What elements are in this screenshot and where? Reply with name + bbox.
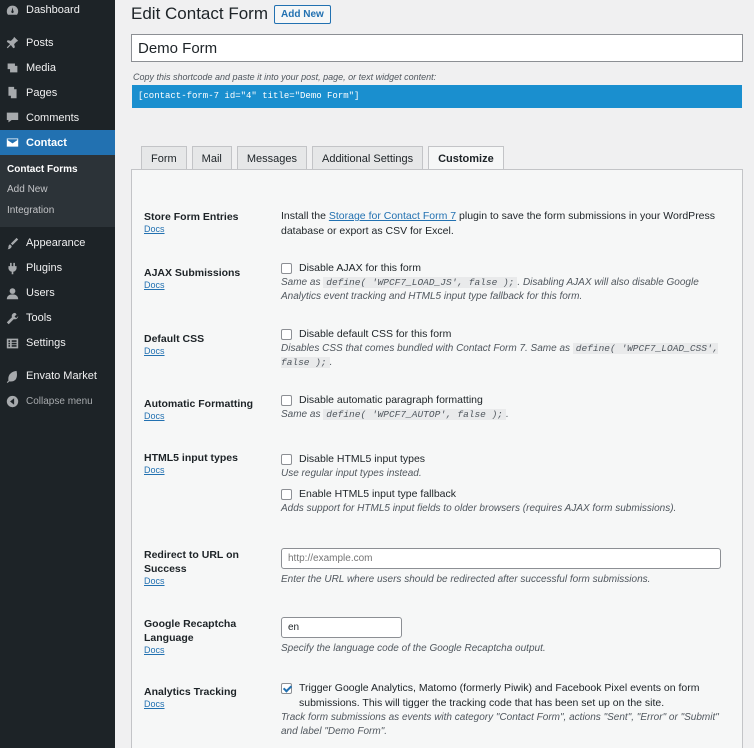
- comment-icon: [6, 111, 19, 124]
- tab-messages[interactable]: Messages: [237, 146, 307, 170]
- recaptcha-content: [281, 617, 721, 656]
- docs-link[interactable]: Docs: [144, 699, 165, 709]
- row-title: Google Recaptcha Language: [144, 618, 237, 644]
- description: Track form submissions as events with category "Contact Form", actions "Sent", "Error" or "Submit" and label "Demo Form".: [281, 712, 719, 737]
- docs-link[interactable]: Docs: [144, 645, 165, 655]
- row-title: AJAX Submissions: [144, 267, 241, 279]
- disable-ajax-checkbox[interactable]: [281, 263, 292, 274]
- text: Install the: [281, 210, 329, 222]
- disable-autop-checkbox[interactable]: [281, 395, 292, 406]
- docs-link[interactable]: Docs: [144, 411, 165, 421]
- row-title: Default CSS: [144, 333, 205, 345]
- code-snippet: define( 'WPCF7_LOAD_CSS', false );: [281, 343, 719, 368]
- recaptcha-language-input[interactable]: [281, 617, 402, 638]
- disable-css-checkbox[interactable]: [281, 329, 292, 340]
- dashboard-icon: [6, 4, 19, 17]
- checkbox-label: Enable HTML5 input type fallback: [299, 488, 457, 500]
- html5-content: [281, 452, 721, 516]
- text: Disables CSS that comes bundled with Contact Form 7. Same as: [281, 343, 573, 354]
- store-entries-label: [144, 210, 239, 235]
- row-title: Analytics Tracking: [144, 686, 237, 698]
- ajax-label: [144, 266, 240, 291]
- autop-content: [281, 393, 721, 422]
- page-heading: [131, 4, 331, 24]
- menu-label: Settings: [26, 337, 66, 349]
- row-title: HTML5 input types: [144, 452, 238, 464]
- description: Specify the language code of the Google Recaptcha output.: [281, 643, 546, 654]
- text: .: [329, 357, 333, 368]
- docs-link[interactable]: Docs: [144, 224, 165, 234]
- customize-panel: [131, 169, 743, 748]
- tab-mail[interactable]: Mail: [192, 146, 232, 170]
- row-title: Redirect to URL on Success: [144, 549, 239, 575]
- admin-sidebar: [0, 0, 115, 748]
- code-snippet: define( 'WPCF7_AUTOP', false );: [323, 409, 506, 420]
- store-entries-content: [281, 209, 721, 239]
- description: Use regular input types instead.: [281, 468, 422, 479]
- storage-plugin-link[interactable]: Storage for Contact Form 7: [328, 210, 457, 222]
- submenu-integration[interactable]: Integration: [7, 204, 55, 216]
- brush-icon: [6, 237, 19, 250]
- row-title: Store Form Entries: [144, 211, 239, 223]
- pin-icon: [6, 36, 19, 49]
- description: Enter the URL where users should be redirected after successful form submissions.: [281, 574, 651, 585]
- checkbox-label: Disable automatic paragraph formatting: [299, 394, 483, 406]
- ajax-content: [281, 261, 721, 304]
- menu-tools[interactable]: [0, 306, 115, 331]
- envelope-icon: [6, 136, 19, 149]
- menu-label: Plugins: [26, 262, 63, 274]
- text: . Disabling AJAX will also disable Google Analytics event tracking and HTML5 input type fallback for this form.: [281, 277, 699, 302]
- menu-label: Appearance: [26, 237, 86, 249]
- html5-fallback-checkbox[interactable]: [281, 489, 292, 500]
- menu-label: Envato Market: [26, 370, 97, 382]
- docs-link[interactable]: Docs: [144, 576, 165, 586]
- menu-contact[interactable]: [0, 130, 115, 155]
- editor-tabs: [141, 146, 509, 170]
- menu-label: Tools: [26, 312, 52, 324]
- menu-label: Comments: [26, 111, 80, 124]
- settings-icon: [6, 337, 19, 350]
- checkbox-label: Disable AJAX for this form: [299, 262, 421, 274]
- text: Same as: [281, 409, 324, 420]
- checkbox-label: Disable HTML5 input types: [299, 453, 426, 465]
- menu-dashboard[interactable]: [0, 0, 115, 20]
- autop-label: [144, 397, 253, 422]
- menu-posts[interactable]: [0, 30, 115, 55]
- tab-additional-settings[interactable]: Additional Settings: [312, 146, 423, 170]
- menu-label: Users: [26, 287, 55, 299]
- collapse-icon: [6, 395, 19, 408]
- menu-comments[interactable]: [0, 105, 115, 130]
- menu-appearance[interactable]: [0, 231, 115, 256]
- menu-label: Posts: [26, 36, 54, 49]
- text: .: [505, 409, 509, 420]
- analytics-content: [281, 681, 721, 739]
- add-new-button[interactable]: Add New: [274, 5, 331, 24]
- redirect-url-input[interactable]: [281, 548, 721, 569]
- wrench-icon: [6, 312, 19, 325]
- tab-customize[interactable]: Customize: [428, 146, 504, 170]
- code-snippet: define( 'WPCF7_LOAD_JS', false );: [323, 277, 517, 288]
- menu-label: Pages: [26, 86, 58, 99]
- menu-envato-market[interactable]: [0, 364, 115, 389]
- menu-settings[interactable]: [0, 331, 115, 356]
- html5-label: [144, 451, 238, 476]
- user-icon: [6, 287, 19, 300]
- menu-users[interactable]: [0, 281, 115, 306]
- analytics-label: [144, 685, 237, 710]
- row-title: Automatic Formatting: [144, 398, 254, 410]
- shortcode-box[interactable]: [contact-form-7 id="4" title="Demo Form"]: [132, 85, 742, 108]
- menu-pages[interactable]: [0, 80, 115, 105]
- redirect-label: [144, 548, 254, 587]
- submenu-add-new[interactable]: Add New: [7, 184, 48, 196]
- form-title-input[interactable]: [131, 34, 743, 62]
- pages-icon: [6, 86, 19, 99]
- menu-plugins[interactable]: [0, 256, 115, 281]
- description: Adds support for HTML5 input fields to older browsers (requires AJAX form submissions).: [281, 503, 677, 514]
- default-css-content: [281, 327, 721, 370]
- main-content: [115, 0, 754, 748]
- menu-media[interactable]: [0, 55, 115, 80]
- menu-label: Collapse menu: [26, 395, 93, 407]
- menu-label: Media: [26, 61, 56, 74]
- text: Same as: [281, 277, 324, 288]
- checkbox-label: Disable default CSS for this form: [299, 328, 452, 340]
- collapse-menu-button[interactable]: [0, 389, 115, 414]
- menu-label: Contact: [26, 136, 67, 149]
- leaf-icon: [6, 370, 19, 383]
- disable-html5-checkbox[interactable]: [281, 454, 292, 465]
- redirect-content: [281, 548, 721, 587]
- docs-link[interactable]: Docs: [144, 280, 165, 290]
- checkbox-label: Trigger Google Analytics, Matomo (formerly Piwik) and Facebook Pixel events on form submissions. This will tigger the tracking code that has been set up on the site.: [299, 682, 700, 709]
- analytics-tracking-checkbox[interactable]: [281, 683, 292, 694]
- submenu-contact-forms[interactable]: Contact Forms: [7, 163, 78, 175]
- recaptcha-label: [144, 617, 254, 656]
- docs-link[interactable]: Docs: [144, 465, 165, 475]
- page-title: Edit Contact Form: [131, 4, 268, 23]
- menu-label: Dashboard: [26, 4, 80, 16]
- default-css-label: [144, 332, 204, 357]
- contact-submenu: [0, 155, 115, 227]
- shortcode-hint: Copy this shortcode and paste it into your post, page, or text widget content:: [133, 72, 437, 82]
- plug-icon: [6, 262, 19, 275]
- text: plugin to save the form submissions in your WordPress database or export as CSV for Excel.: [281, 210, 716, 237]
- media-icon: [6, 61, 19, 74]
- docs-link[interactable]: Docs: [144, 346, 165, 356]
- tab-form[interactable]: Form: [141, 146, 187, 170]
